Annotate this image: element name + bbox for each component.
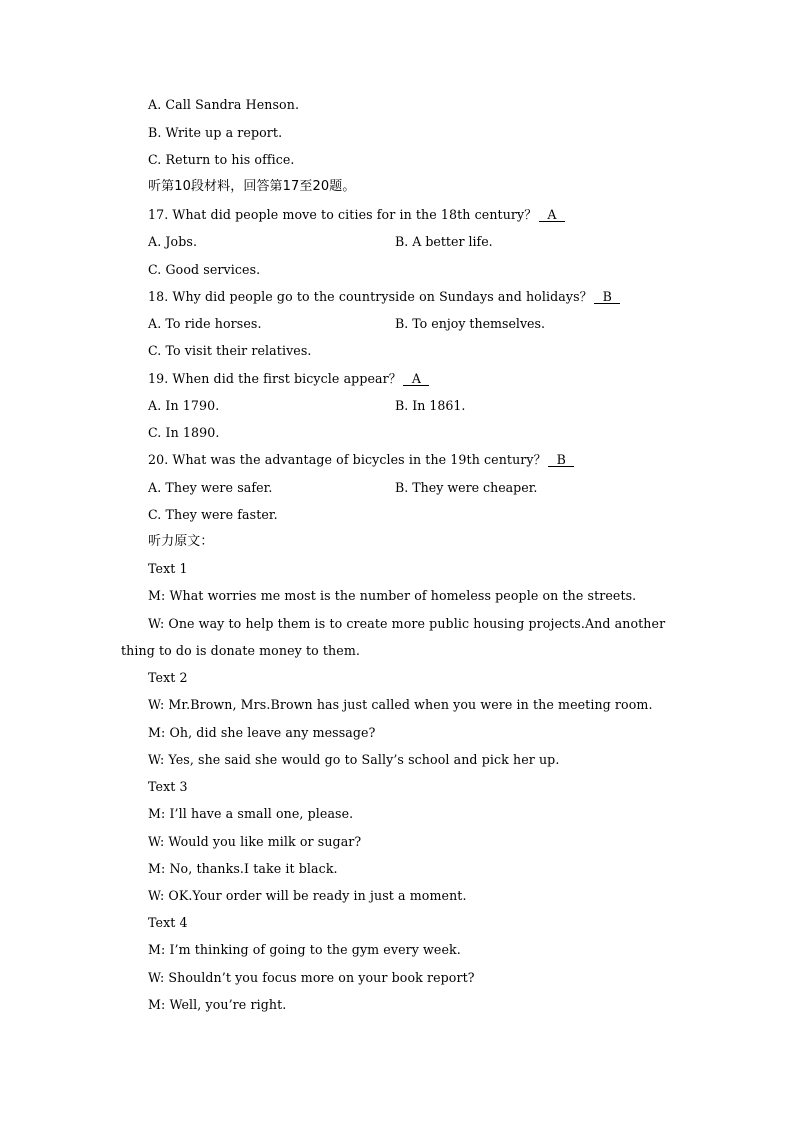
question-19-option-c: C. In 1890. — [148, 425, 220, 440]
text-1-w1-line1: W: One way to help them is to create more public housing projects.And another — [148, 616, 666, 631]
section-instruction: 听第10段材料，回答第17至20题。 — [148, 179, 356, 194]
text-2-m1: M: Oh, did she leave any message? — [148, 725, 376, 740]
question-20-option-b: B. They were cheaper. — [395, 480, 538, 495]
text-3-w2: W: OK.Your order will be ready in just a moment. — [148, 888, 467, 903]
question-19-option-b: B. In 1861. — [395, 398, 466, 413]
question-17 — [148, 207, 565, 223]
text-4-m2: M: Well, you’re right. — [148, 997, 287, 1012]
text-4-m1: M: I’m thinking of going to the gym every week. — [148, 942, 461, 957]
text-3-m1: M: I’ll have a small one, please. — [148, 806, 354, 821]
question-18 — [148, 289, 620, 305]
question-20 — [148, 452, 574, 468]
transcript-heading: 听力原文： — [148, 534, 214, 549]
question-20-option-a: A. They were safer. — [148, 480, 273, 495]
text-3-title: Text 3 — [148, 779, 188, 794]
text-4-w1: W: Shouldn’t you focus more on your book report? — [148, 970, 475, 985]
option-16-b: B. Write up a report. — [148, 125, 283, 140]
question-19-answer: A — [403, 372, 429, 386]
question-17-answer: A — [539, 208, 565, 222]
question-18-text: 18. Why did people go to the countryside on Sundays and holidays？ — [148, 289, 593, 304]
question-17-option-a: A. Jobs. — [148, 234, 198, 249]
question-18-option-c: C. To visit their relatives. — [148, 343, 312, 358]
question-17-option-b: B. A better life. — [395, 234, 493, 249]
question-19 — [148, 371, 429, 387]
option-16-c: C. Return to his office. — [148, 152, 295, 167]
text-3-m2: M: No, thanks.I take it black. — [148, 861, 338, 876]
text-2-w1: W: Mr.Brown, Mrs.Brown has just called when you were in the meeting room. — [148, 697, 653, 712]
question-20-text: 20. What was the advantage of bicycles in the 19th century？ — [148, 452, 547, 467]
text-1-w1-line2: thing to do is donate money to them. — [121, 643, 360, 658]
text-4-title: Text 4 — [148, 915, 188, 930]
text-2-w2: W: Yes, she said she would go to Sally’s school and pick her up. — [148, 752, 560, 767]
question-19-option-a: A. In 1790. — [148, 398, 220, 413]
question-20-answer: B — [548, 453, 574, 467]
text-1-title: Text 1 — [148, 561, 188, 576]
text-3-w1: W: Would you like milk or sugar? — [148, 834, 362, 849]
question-17-option-c: C. Good services. — [148, 262, 261, 277]
option-16-a: A. Call Sandra Henson. — [148, 97, 300, 112]
question-20-option-c: C. They were faster. — [148, 507, 278, 522]
question-18-option-a: A. To ride horses. — [148, 316, 262, 331]
question-17-text: 17. What did people move to cities for in the 18th century？ — [148, 207, 537, 222]
text-1-m1: M: What worries me most is the number of homeless people on the streets. — [148, 588, 637, 603]
question-18-answer: B — [594, 290, 620, 304]
text-2-title: Text 2 — [148, 670, 188, 685]
question-19-text: 19. When did the first bicycle appear？ — [148, 371, 402, 386]
question-18-option-b: B. To enjoy themselves. — [395, 316, 545, 331]
